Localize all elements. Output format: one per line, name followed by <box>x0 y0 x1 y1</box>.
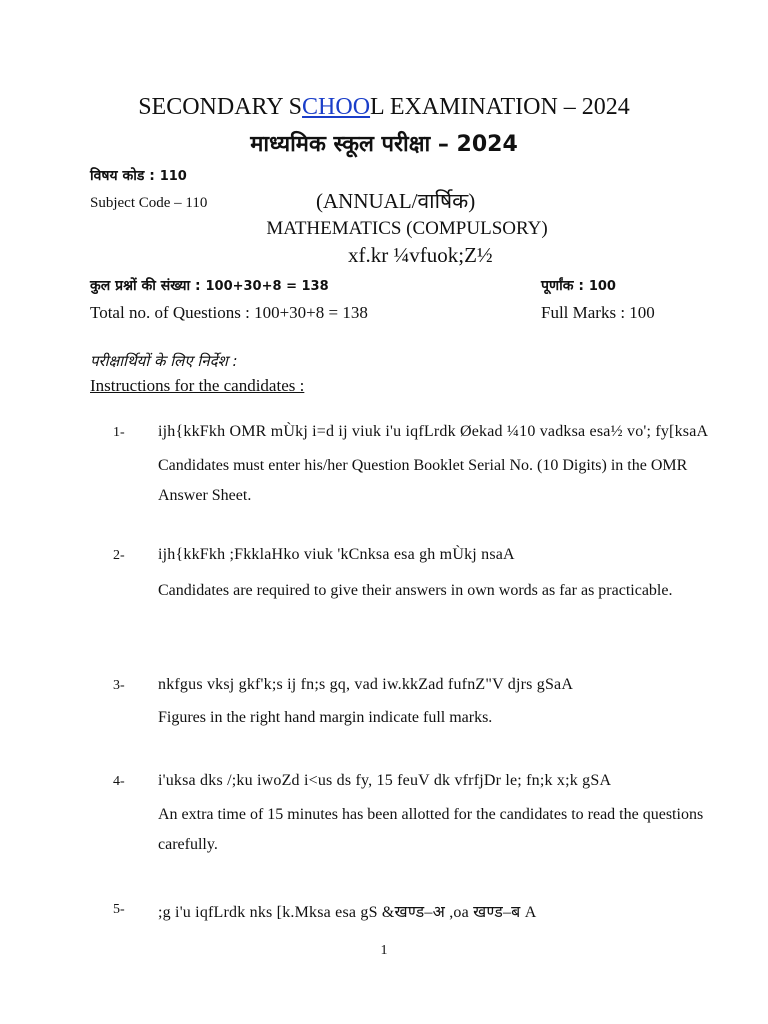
subject-code-hi-value: 110 <box>159 169 187 184</box>
total-questions-en: Total no. of Questions : 100+30+8 = 138 <box>90 303 368 322</box>
exam-session: (ANNUAL/वार्षिक) <box>316 189 476 213</box>
instruction-text-hi: ;g i'u iqfLrdk nks [k.Mksa esa gS &खण्ड–अ ,oa खण्ड–ब A <box>158 904 537 921</box>
total-questions-hi-label: कुल प्रश्नों की संख्या : <box>90 278 201 294</box>
full-marks-hi-value: 100 <box>588 279 616 294</box>
instruction-text-en: Figures in the right hand margin indicate full marks. <box>158 709 493 726</box>
instruction-text-en: Candidates are required to give their answers in own words as far as practicable. <box>158 582 673 599</box>
subject-name-hi: xf.kr ¼vfuok;Z½ <box>348 243 493 267</box>
instruction-text-hi: i'uksa dks /;ku iwoZd i<us ds fy, 15 feuV dk vfrfjDr le; fn;k x;k gSA <box>158 772 612 789</box>
exam-title-en <box>0 94 768 121</box>
total-questions-hi-value: 100+30+8 = 138 <box>205 279 329 294</box>
exam-title-hi: माध्यमिक स्कूल परीक्षा – 2024 <box>250 132 518 157</box>
instruction-text-hi: nkfgus vksj gkf'k;s ij fn;s gq, vad iw.kkZad fufnZ"V djrs gSaA <box>158 676 574 693</box>
instruction-number: 4- <box>113 774 125 789</box>
instruction-number: 1- <box>113 425 125 440</box>
title-link-text[interactable]: CHOO <box>302 94 371 120</box>
subject-name-en: MATHEMATICS (COMPULSORY) <box>266 218 548 239</box>
instruction-number: 5- <box>113 902 125 917</box>
total-questions-hi <box>90 276 329 295</box>
instruction-number: 2- <box>113 548 125 563</box>
title-part1: SECONDARY S <box>138 94 303 120</box>
title-part2: L EXAMINATION – 2024 <box>370 94 630 120</box>
full-marks-hi-label: पूर्णांक : <box>541 278 584 294</box>
instruction-number: 3- <box>113 678 125 693</box>
full-marks-hi <box>541 276 616 295</box>
page-number: 1 <box>380 943 388 958</box>
subject-code-en: Subject Code – 110 <box>90 195 208 211</box>
full-marks-en: Full Marks : 100 <box>541 303 655 322</box>
instruction-text-en: Candidates must enter his/her Question Booklet Serial No. (10 Digits) in the OMR Answer Sheet. <box>158 457 688 504</box>
instruction-text-hi: ijh{kkFkh OMR mÙkj i=d ij viuk i'u iqfLrdk Øekad ¼10 vadksa esa½ vo'; fy[ksaA <box>158 423 709 440</box>
instruction-text-en: An extra time of 15 minutes has been allotted for the candidates to read the questions carefully. <box>158 806 704 853</box>
instruction-text-hi: ijh{kkFkh ;FkklaHko viuk 'kCnksa esa gh mÙkj nsaA <box>158 546 515 563</box>
instructions-heading-hi: परीक्षार्थियों के लिए निर्देश : <box>90 352 238 370</box>
subject-code-hi <box>90 166 187 185</box>
subject-code-hi-label: विषय कोड : <box>90 168 155 184</box>
instructions-heading-en: Instructions for the candidates : <box>90 376 305 395</box>
